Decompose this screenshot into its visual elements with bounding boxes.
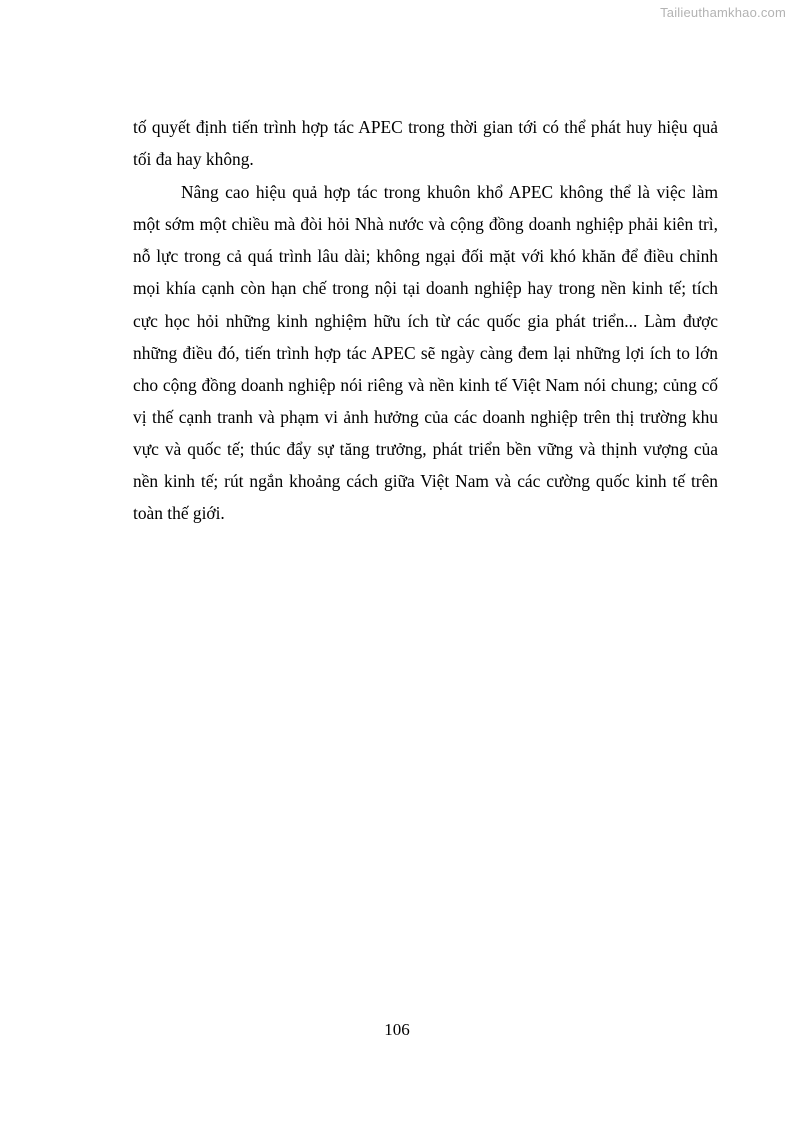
watermark: Tailieuthamkhao.com [660, 5, 786, 20]
document-body [133, 111, 718, 529]
paragraph-continuation: tố quyết định tiến trình hợp tác APEC trong thời gian tới có thể phát huy hiệu quả tối đa hay không. [133, 117, 718, 170]
paragraph-conclusion: Nâng cao hiệu quả hợp tác trong khuôn khổ APEC không thể là việc làm một sớm một chiều mà đòi hỏi Nhà nước và cộng đồng doanh nghiệp phải kiên trì, nỗ lực trong cả quá trình lâu dài; không ngại đối mặt với khó khăn để điều chỉnh mọi khía cạnh còn hạn chế trong nội tại doanh nghiệp hay trong nền kinh tế; tích cực học hỏi những kinh nghiệm hữu ích từ các quốc gia phát triển... Làm được những điều đó, tiến trình hợp tác APEC sẽ ngày càng đem lại những lợi ích to lớn cho cộng đồng doanh nghiệp nói riêng và nền kinh tế Việt Nam nói chung; củng cố vị thế cạnh tranh và phạm vi ảnh hưởng của các doanh nghiệp trên thị trường khu vực và quốc tế; thúc đẩy sự tăng trưởng, phát triển bền vững và thịnh vượng của nền kinh tế; rút ngắn khoảng cách giữa Việt Nam và các cường quốc kinh tế trên toàn thế giới. [133, 182, 718, 524]
page-number: 106 [384, 1020, 410, 1039]
